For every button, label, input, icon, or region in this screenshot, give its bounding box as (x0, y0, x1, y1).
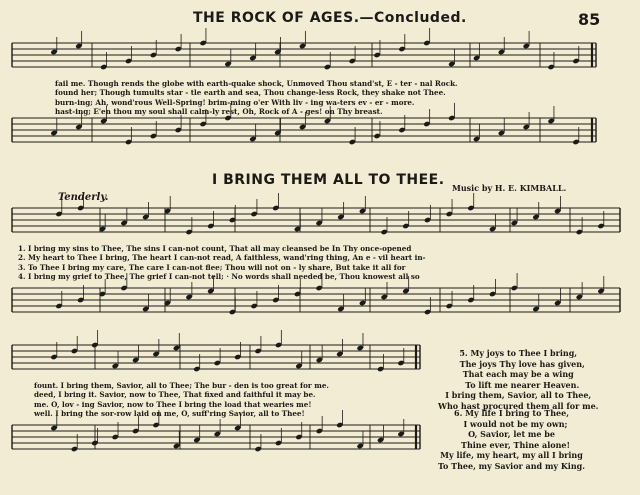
stanza-line: 5. My joys to Thee I bring, (459, 348, 578, 358)
lyric-line: 4. I bring my grief to Thee, The grief I can-not tell; · No words shall needed be, Thou knowest all so (18, 272, 420, 282)
stanza-line: I bring them, Savior, all to Thee, (445, 390, 592, 401)
lyric-line: 3. To Thee I bring my care, The care I can-not flee; Thou will not on - ly share, But take it all for (18, 262, 406, 272)
system-2-lyrics (34, 381, 329, 419)
lyric-line: hast-ing; E'en thou my soul shall calm-ly rest, Oh, Rock of A - ges! on Thy breast. (55, 107, 383, 117)
stanza-line: I would not be my own; (463, 418, 568, 429)
lyric-line: fail me. Though rends the globe with earth-quake shock, Unmoved Thou stand'st, E - ter - nal Rock. (55, 79, 458, 88)
lyric-line: me. O, lov - ing Savior, now to Thee I bring the load that wearies me! (34, 399, 312, 409)
stanza-line: Thine ever, Thine alone! (461, 439, 571, 450)
stanza-five (438, 348, 598, 412)
stanza-line: My life, my heart, my all I bring (440, 450, 583, 461)
lyric-line: deed, I bring it. Savior, now to Thee, That fixed and faithful it may be. (34, 390, 316, 400)
stanza-line: That each may be a wing (462, 369, 574, 380)
page-header-title: THE ROCK OF AGES.—Concluded. (193, 10, 467, 26)
hymn-title: I BRING THEM ALL TO THEE. (212, 172, 445, 188)
stanza-line: Who hast procured them all for me. (438, 400, 599, 411)
page-number: 85 (578, 10, 601, 29)
music-credit: Music by H. E. KIMBALL. (452, 183, 567, 193)
tempo-marking: Tenderly. (58, 192, 109, 203)
stanza-line: O, Savior, let me be (468, 429, 555, 440)
lyric-line: burn-ing; Ah, wond'rous Well-Spring! brim-ming o'er With liv - ing wa-ters ev - er - more. (55, 97, 415, 107)
lyric-line: well. I bring the sor-row laid on me, O, suff'ring Savior, all to Thee! (34, 409, 305, 419)
lyric-line: 1. I bring my sins to Thee, The sins I can-not count, That all may cleansed be In Thy once-opened (18, 244, 412, 253)
rock-of-ages-lyrics (55, 79, 458, 117)
stanza-line: To Thee, my Savior and my King. (438, 460, 586, 471)
lyric-line: found her; Though tumults star - tle earth and sea, Thou change-less Rock, they shake not Thee. (55, 88, 446, 98)
stanza-six (438, 408, 585, 472)
stanza-line: To lift me nearer Heaven. (465, 379, 580, 390)
lyric-line: fount. I bring them, Savior, all to Thee; The bur - den is too great for me. (34, 381, 329, 390)
system-1-lyrics (18, 244, 426, 282)
lyric-line: 2. My heart to Thee I bring, The heart I can-not read, A faithless, wand'ring thing, An e - vil heart in- (18, 253, 426, 263)
stanza-line: 6. My life I bring to Thee, (454, 408, 569, 418)
stanza-line: The joys Thy love has given, (459, 358, 585, 369)
